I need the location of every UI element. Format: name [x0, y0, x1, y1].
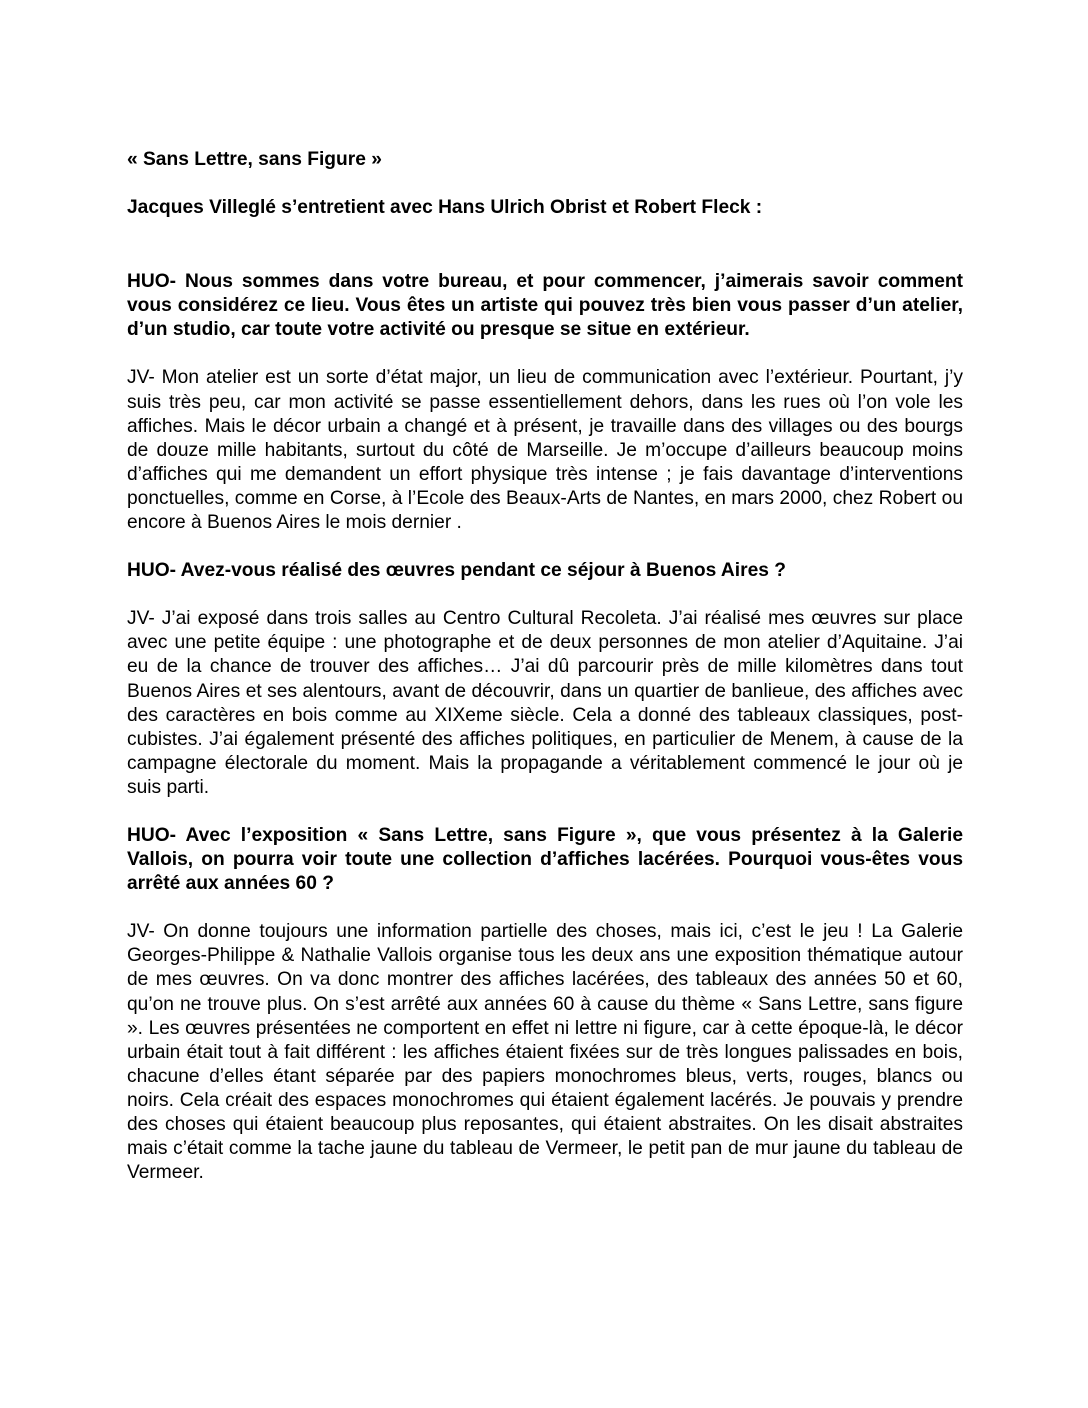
answer-paragraph: JV- J’ai exposé dans trois salles au Centro Cultural Recoleta. J’ai réalisé mes œuvres sur place avec une petite équipe : une photographe et de deux personnes de mon atelier d’Aquitaine. J’ai eu de la chance de trouver des affiches… J’ai dû parcourir près de mille kilomètres dans tout Buenos Aires et ses alentours, avant de découvrir, dans un quartier de banlieue, des affiches avec des caractères en bois comme au XIXeme siècle. Cela a donné des tableaux classiques, post-cubistes. J’ai également présenté des affiches politiques, en particulier de Menem, à cause de la campagne électorale du moment. Mais la propagande a véritablement commencé le jour où je suis parti. — [127, 608, 963, 798]
question-paragraph: HUO- Nous sommes dans votre bureau, et pour commencer, j’aimerais savoir comment vous considérez ce lieu. Vous êtes un artiste qui pouvez très bien vous passer d’un atelier, d’un studio, car toute votre activité ou presque se situe en extérieur. — [127, 271, 963, 341]
answer-paragraph: JV- On donne toujours une information partielle des choses, mais ici, c’est le jeu ! La Galerie Georges-Philippe & Nathalie Vallois organise tous les deux ans une exposition thématique autour de mes œuvres. On va donc montrer des affiches lacérées, des tableaux des années 50 et 60, qu’on ne trouve plus. On s’est arrêté aux années 60 à cause du thème « Sans Lettre, sans figure ». Les œuvres présentées ne comportent en effet ni lettre ni figure, car à cette époque-là, le décor urbain était tout à fait différent : les affiches étaient fixées sur de très longues palissades en bois, chacune d’elles étant séparée par des papiers monochromes bleus, verts, rouges, blancs ou noirs. Cela créait des espaces monochromes qui étaient également lacérés. Je pouvais y prendre des choses qui étaient beaucoup plus reposantes, qui étaient abstraites. On les disait abstraites mais c’était comme la tache jaune du tableau de Vermeer, le petit pan de mur jaune du tableau de Vermeer. — [127, 921, 963, 1184]
question-paragraph: HUO- Avez-vous réalisé des œuvres pendant ce séjour à Buenos Aires ? — [127, 560, 786, 582]
document-subtitle: Jacques Villeglé s’entretient avec Hans Ulrich Obrist et Robert Fleck : — [127, 197, 763, 219]
question-paragraph: HUO- Avec l’exposition « Sans Lettre, sans Figure », que vous présentez à la Galerie Vallois, on pourra voir toute une collection d’affiches lacérées. Pourquoi vous-êtes vous arrêté aux années 60 ? — [127, 824, 963, 895]
answer-paragraph: JV- Mon atelier est un sorte d’état major, un lieu de communication avec l’extérieur. Pourtant, j’y suis très peu, car mon activité se passe essentiellement dehors, dans les rues où l’on vole les affiches. Mais le décor urbain a changé et à présent, je travaille dans des villages ou des bourgs de douze mille habitants, surtout du côté de Marseille. Je m’occupe d’ailleurs beaucoup moins d’affiches qui me demandent un effort physique très intense ; je fais davantage d’interventions ponctuelles, comme en Corse, à l’Ecole des Beaux-Arts de Nantes, en mars 2000, chez Robert ou encore à Buenos Aires le mois dernier . — [127, 367, 963, 534]
document-title: « Sans Lettre, sans Figure » — [127, 149, 382, 170]
document-body — [127, 148, 963, 1185]
